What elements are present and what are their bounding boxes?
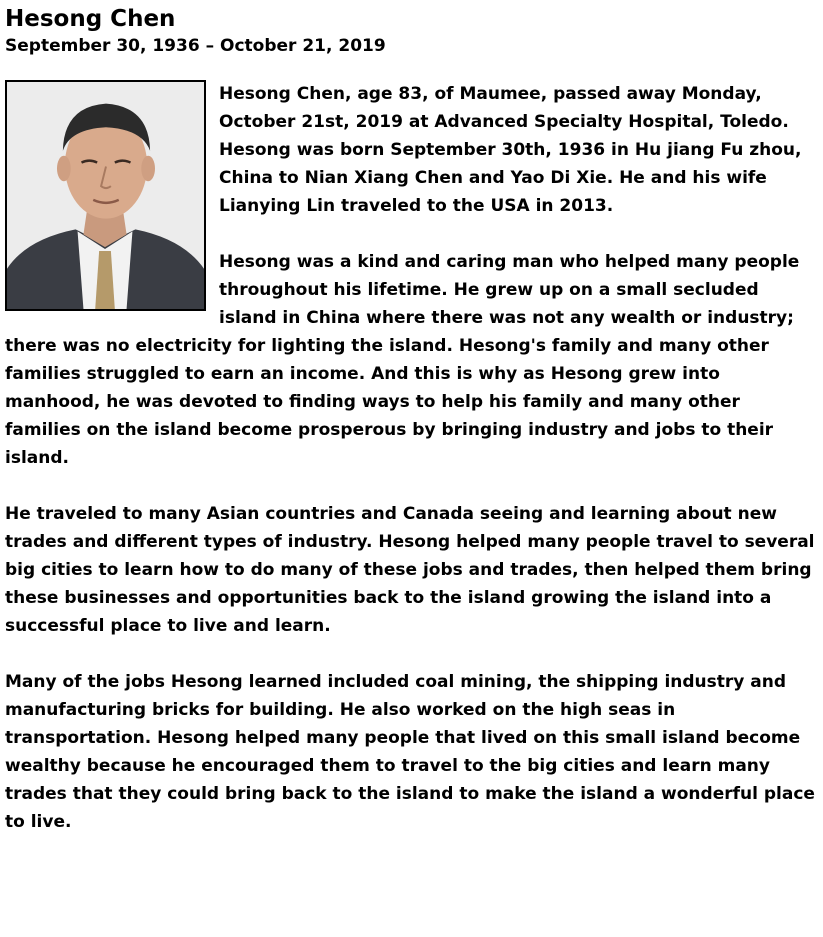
obituary-paragraph: Hesong Chen, age 83, of Maumee, passed away Monday, October 21st, 2019 at Advanced Specialty Hospital, Toledo. Hesong was born September 30th, 1936 in Hu jiang Fu zhou, China to Nian Xiang Chen and Yao Di Xie. He and his wife Lianying Lin traveled to the USA in 2013.: [219, 84, 802, 216]
obituary-body: [5, 80, 820, 836]
portrait-photo-icon: [7, 82, 204, 309]
portrait-photo: [5, 80, 206, 311]
page-title: Hesong Chen: [5, 6, 176, 32]
obituary-page: [5, 4, 820, 836]
obituary-paragraph: He traveled to many Asian countries and Canada seeing and learning about new trades and different types of industry. Hesong helped many people travel to several big cities to learn how to do many of these jobs and trades, then helped them bring these businesses and opportunities back to the island growing the island into a successful place to live and learn.: [5, 504, 815, 636]
life-dates: September 30, 1936 – October 21, 2019: [5, 36, 386, 56]
obituary-paragraph: Hesong was a kind and caring man who helped many people throughout his lifetime. He grew up on a small secluded island in China where there was not any wealth or industry; there was no electricity for lighting the island. Hesong's family and many other families struggled to earn an income. And this is why as Hesong grew into manhood, he was devoted to finding ways to help his family and many other families on the island become prosperous by bringing industry and jobs to their island.: [5, 252, 800, 468]
obituary-paragraph: Many of the jobs Hesong learned included coal mining, the shipping industry and manufacturing bricks for building. He also worked on the high seas in transportation. Hesong helped many people that lived on this small island become wealthy because he encouraged them to travel to the big cities and learn many trades that they could bring back to the island to make the island a wonderful place to live.: [5, 672, 815, 832]
